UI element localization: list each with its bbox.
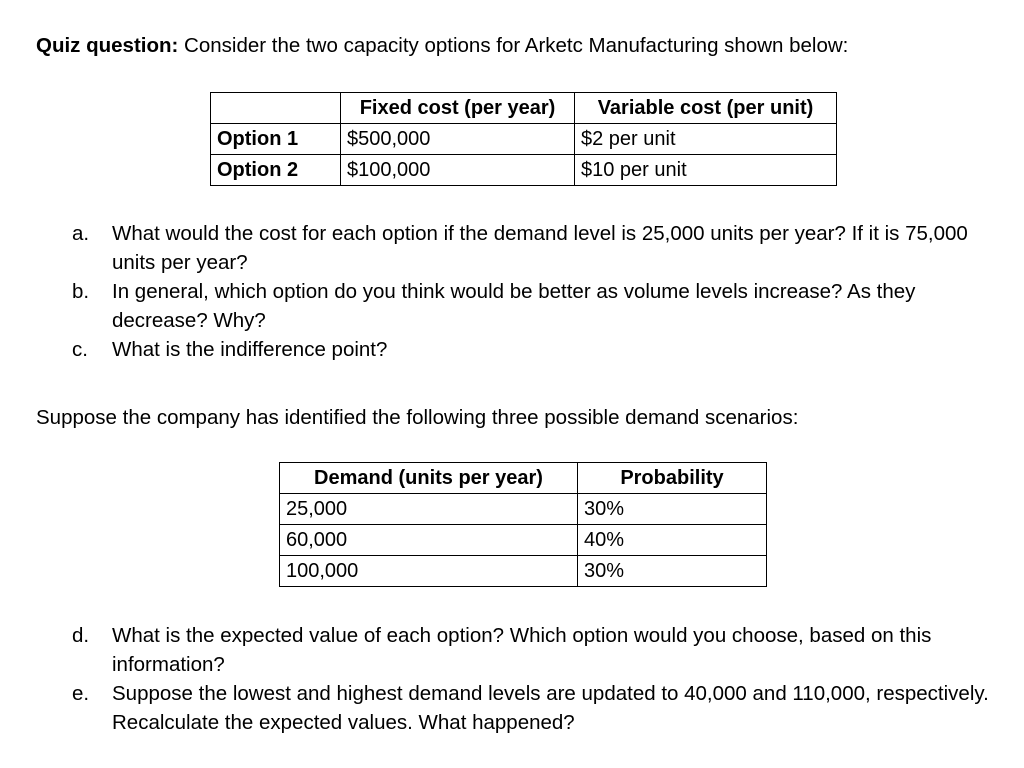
table-header-row — [280, 463, 767, 494]
list-item — [72, 679, 1007, 737]
table-cell: $2 per unit — [575, 124, 837, 155]
table-row-label: Option 1 — [211, 124, 341, 155]
question-letter: b. — [72, 280, 90, 303]
table-cell: 30% — [578, 556, 767, 587]
list-item — [72, 219, 1007, 277]
question-list-part2 — [72, 621, 1007, 737]
quiz-intro — [36, 30, 1006, 62]
question-letter: c. — [72, 338, 88, 361]
table-header-cell — [211, 93, 341, 124]
list-item — [72, 621, 1007, 679]
table-header-cell: Probability — [578, 463, 767, 494]
list-item — [72, 277, 1007, 335]
table-cell: 60,000 — [280, 525, 578, 556]
question-letter: d. — [72, 624, 90, 647]
question-text: What would the cost for each option if the demand level is 25,000 units per year? If it is 75,000 units per year? — [112, 222, 968, 274]
quiz-intro-text: Consider the two capacity options for Arketc Manufacturing shown below: — [178, 34, 849, 57]
table-cell: $10 per unit — [575, 155, 837, 186]
table-header-cell: Variable cost (per unit) — [575, 93, 837, 124]
table-cell: 25,000 — [280, 494, 578, 525]
scenario-text: Suppose the company has identified the following three possible demand scenarios: — [36, 406, 799, 429]
question-text: Suppose the lowest and highest demand levels are updated to 40,000 and 110,000, respectively. Recalculate the expected values. What happened? — [112, 682, 989, 734]
question-letter: a. — [72, 222, 90, 245]
table-row — [280, 525, 767, 556]
table-cell: 40% — [578, 525, 767, 556]
table-header-cell: Demand (units per year) — [280, 463, 578, 494]
table-cell: 30% — [578, 494, 767, 525]
question-text: In general, which option do you think would be better as volume levels increase? As they decrease? Why? — [112, 280, 916, 332]
table-header-row — [211, 93, 837, 124]
list-item — [72, 335, 1007, 364]
question-text: What is the indifference point? — [112, 338, 388, 361]
table-row — [280, 556, 767, 587]
table-row — [211, 124, 837, 155]
capacity-options-table — [210, 92, 837, 186]
table-row — [280, 494, 767, 525]
table-header-cell: Fixed cost (per year) — [341, 93, 575, 124]
question-text: What is the expected value of each option? Which option would you choose, based on this information? — [112, 624, 932, 676]
quiz-lead: Quiz question: — [36, 34, 179, 57]
table-cell: 100,000 — [280, 556, 578, 587]
demand-scenarios-table — [279, 462, 767, 587]
table-row-label: Option 2 — [211, 155, 341, 186]
question-letter: e. — [72, 682, 90, 705]
table-cell: $100,000 — [341, 155, 575, 186]
table-row — [211, 155, 837, 186]
question-list-part1 — [72, 219, 1007, 364]
table-cell: $500,000 — [341, 124, 575, 155]
